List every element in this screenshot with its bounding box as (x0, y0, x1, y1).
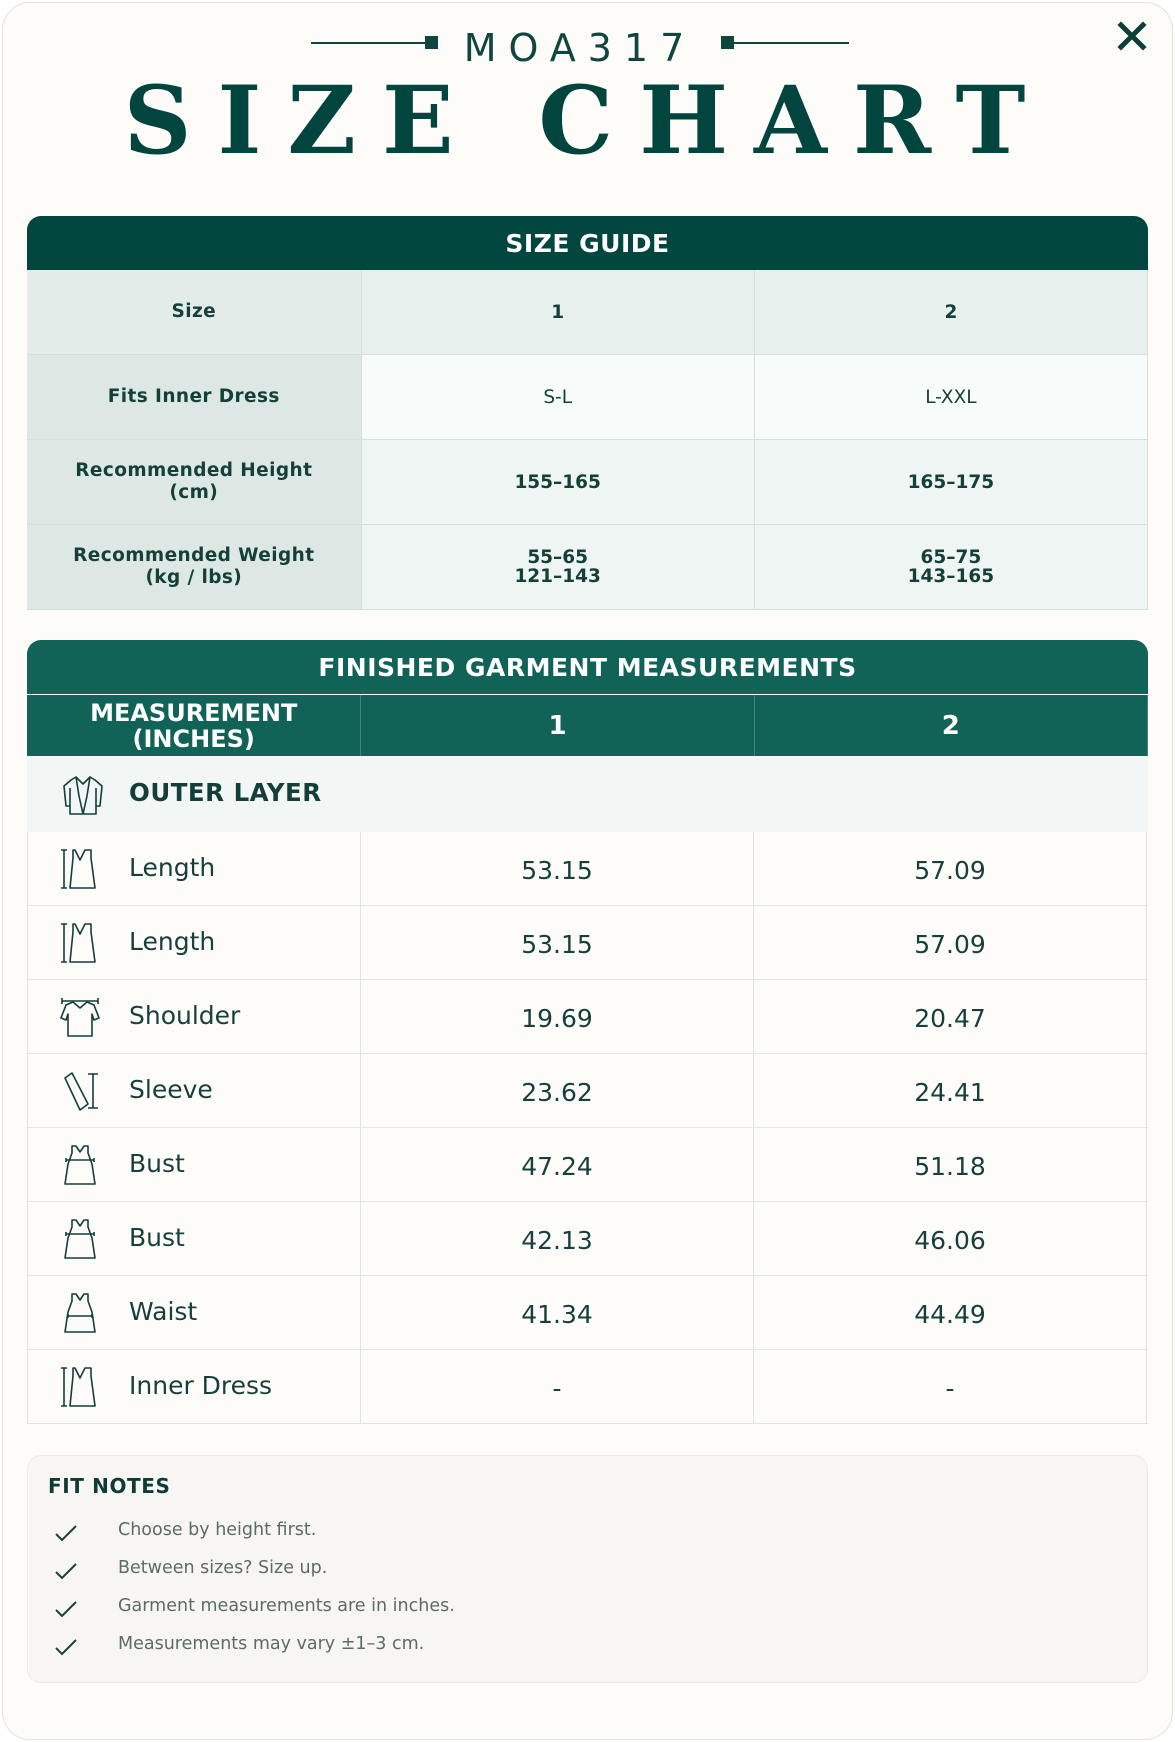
fit-note-text: Garment measurements are in inches. (118, 1596, 455, 1616)
bust-icon (58, 1218, 102, 1260)
cell-value: 51.18 (754, 1128, 1147, 1201)
measurement-label-cell (27, 980, 361, 1053)
decor-line-left (311, 42, 431, 44)
measurement-label-cell (27, 1054, 361, 1127)
table-row (27, 832, 1148, 906)
list-item (54, 1556, 328, 1594)
cell-value: 41.34 (361, 1276, 754, 1349)
list-item (54, 1518, 317, 1556)
cell-value: 53.15 (361, 906, 754, 979)
cell-value: 19.69 (361, 980, 754, 1053)
measurement-name: Shoulder (129, 1001, 241, 1030)
row-label: Recommended Height (cm) (27, 440, 361, 525)
fit-notes-list (54, 1518, 455, 1670)
list-item (54, 1632, 425, 1670)
cell-value: 165–175 (754, 440, 1147, 525)
cell-value: L-XXL (754, 355, 1147, 440)
measurement-name: Length (129, 927, 216, 956)
waist-icon (58, 1292, 102, 1334)
outer-layer-section (27, 756, 1148, 833)
measurement-label-cell (27, 1350, 361, 1423)
fit-note-text: Measurements may vary ±1–3 cm. (118, 1634, 425, 1654)
cell-value: S-L (361, 355, 754, 440)
bust-icon (58, 1144, 102, 1186)
measurements-column-header (27, 695, 1148, 756)
cell-value: - (361, 1350, 754, 1423)
fit-note-text: Choose by height first. (118, 1520, 317, 1540)
row-label: Recommended Weight (kg / lbs) (27, 525, 361, 610)
table-row (27, 1128, 1148, 1202)
measurement-label-cell (27, 1276, 361, 1349)
row-label: Size (27, 270, 361, 355)
table-row (27, 1276, 1148, 1350)
cell-value: 47.24 (361, 1128, 754, 1201)
cell-value: 42.13 (361, 1202, 754, 1275)
measurement-label-cell (27, 1202, 361, 1275)
page-title: SIZE CHART (123, 66, 1052, 176)
fit-note-text: Between sizes? Size up. (118, 1558, 328, 1578)
table-row (27, 525, 1148, 610)
measurements-rows (27, 832, 1148, 1424)
decor-line-right (729, 42, 849, 44)
size-guide-heading: SIZE GUIDE (27, 216, 1148, 270)
sleeve-icon (58, 1070, 102, 1112)
check-icon (54, 1600, 78, 1620)
column-header-size: 2 (755, 695, 1148, 756)
list-item (54, 1594, 455, 1632)
check-icon (54, 1524, 78, 1544)
cell-value: 2 (754, 270, 1147, 355)
table-row (27, 270, 1148, 355)
size-guide-table (27, 270, 1148, 610)
cell-value: 23.62 (361, 1054, 754, 1127)
cell-value: 44.49 (754, 1276, 1147, 1349)
table-row (27, 1350, 1148, 1424)
check-icon (54, 1562, 78, 1582)
cell-value: 1 (361, 270, 754, 355)
product-code: MOA317 (463, 26, 697, 70)
cell-value: - (754, 1350, 1147, 1423)
cell-value: 155–165 (361, 440, 754, 525)
measurement-label-cell (27, 1128, 361, 1201)
cell-value: 57.09 (754, 832, 1147, 905)
measurement-name: Bust (129, 1223, 185, 1252)
measurement-name: Length (129, 853, 216, 882)
measurement-label-cell (27, 906, 361, 979)
table-row (27, 1054, 1148, 1128)
length-icon (58, 1366, 98, 1408)
decor-square-left (425, 36, 438, 49)
jacket-icon (61, 774, 105, 816)
measurements-heading: FINISHED GARMENT MEASUREMENTS (27, 640, 1148, 694)
cell-value: 24.41 (754, 1054, 1147, 1127)
measurement-name: Sleeve (129, 1075, 213, 1104)
length-icon (58, 922, 98, 964)
column-header-measurement: MEASUREMENT (INCHES) (27, 695, 361, 756)
table-row (27, 355, 1148, 440)
table-row (27, 906, 1148, 980)
shoulder-icon (58, 996, 102, 1038)
measurement-name: Waist (129, 1297, 198, 1326)
column-header-size: 1 (361, 695, 754, 756)
measurement-label-cell (27, 832, 361, 905)
cell-value: 20.47 (754, 980, 1147, 1053)
cell-value: 57.09 (754, 906, 1147, 979)
fit-notes-title: FIT NOTES (48, 1474, 171, 1498)
row-label: Fits Inner Dress (27, 355, 361, 440)
measurement-name: Bust (129, 1149, 185, 1178)
length-icon (58, 848, 98, 890)
section-label: OUTER LAYER (129, 778, 322, 807)
check-icon (54, 1638, 78, 1658)
table-row (27, 980, 1148, 1054)
cell-value: 46.06 (754, 1202, 1147, 1275)
table-row (27, 440, 1148, 525)
measurement-name: Inner Dress (129, 1371, 273, 1400)
fit-notes-panel (27, 1455, 1148, 1683)
cell-value: 53.15 (361, 832, 754, 905)
cell-value: 65–75 143–165 (754, 525, 1147, 610)
cell-value: 55–65 121–143 (361, 525, 754, 610)
table-row (27, 1202, 1148, 1276)
